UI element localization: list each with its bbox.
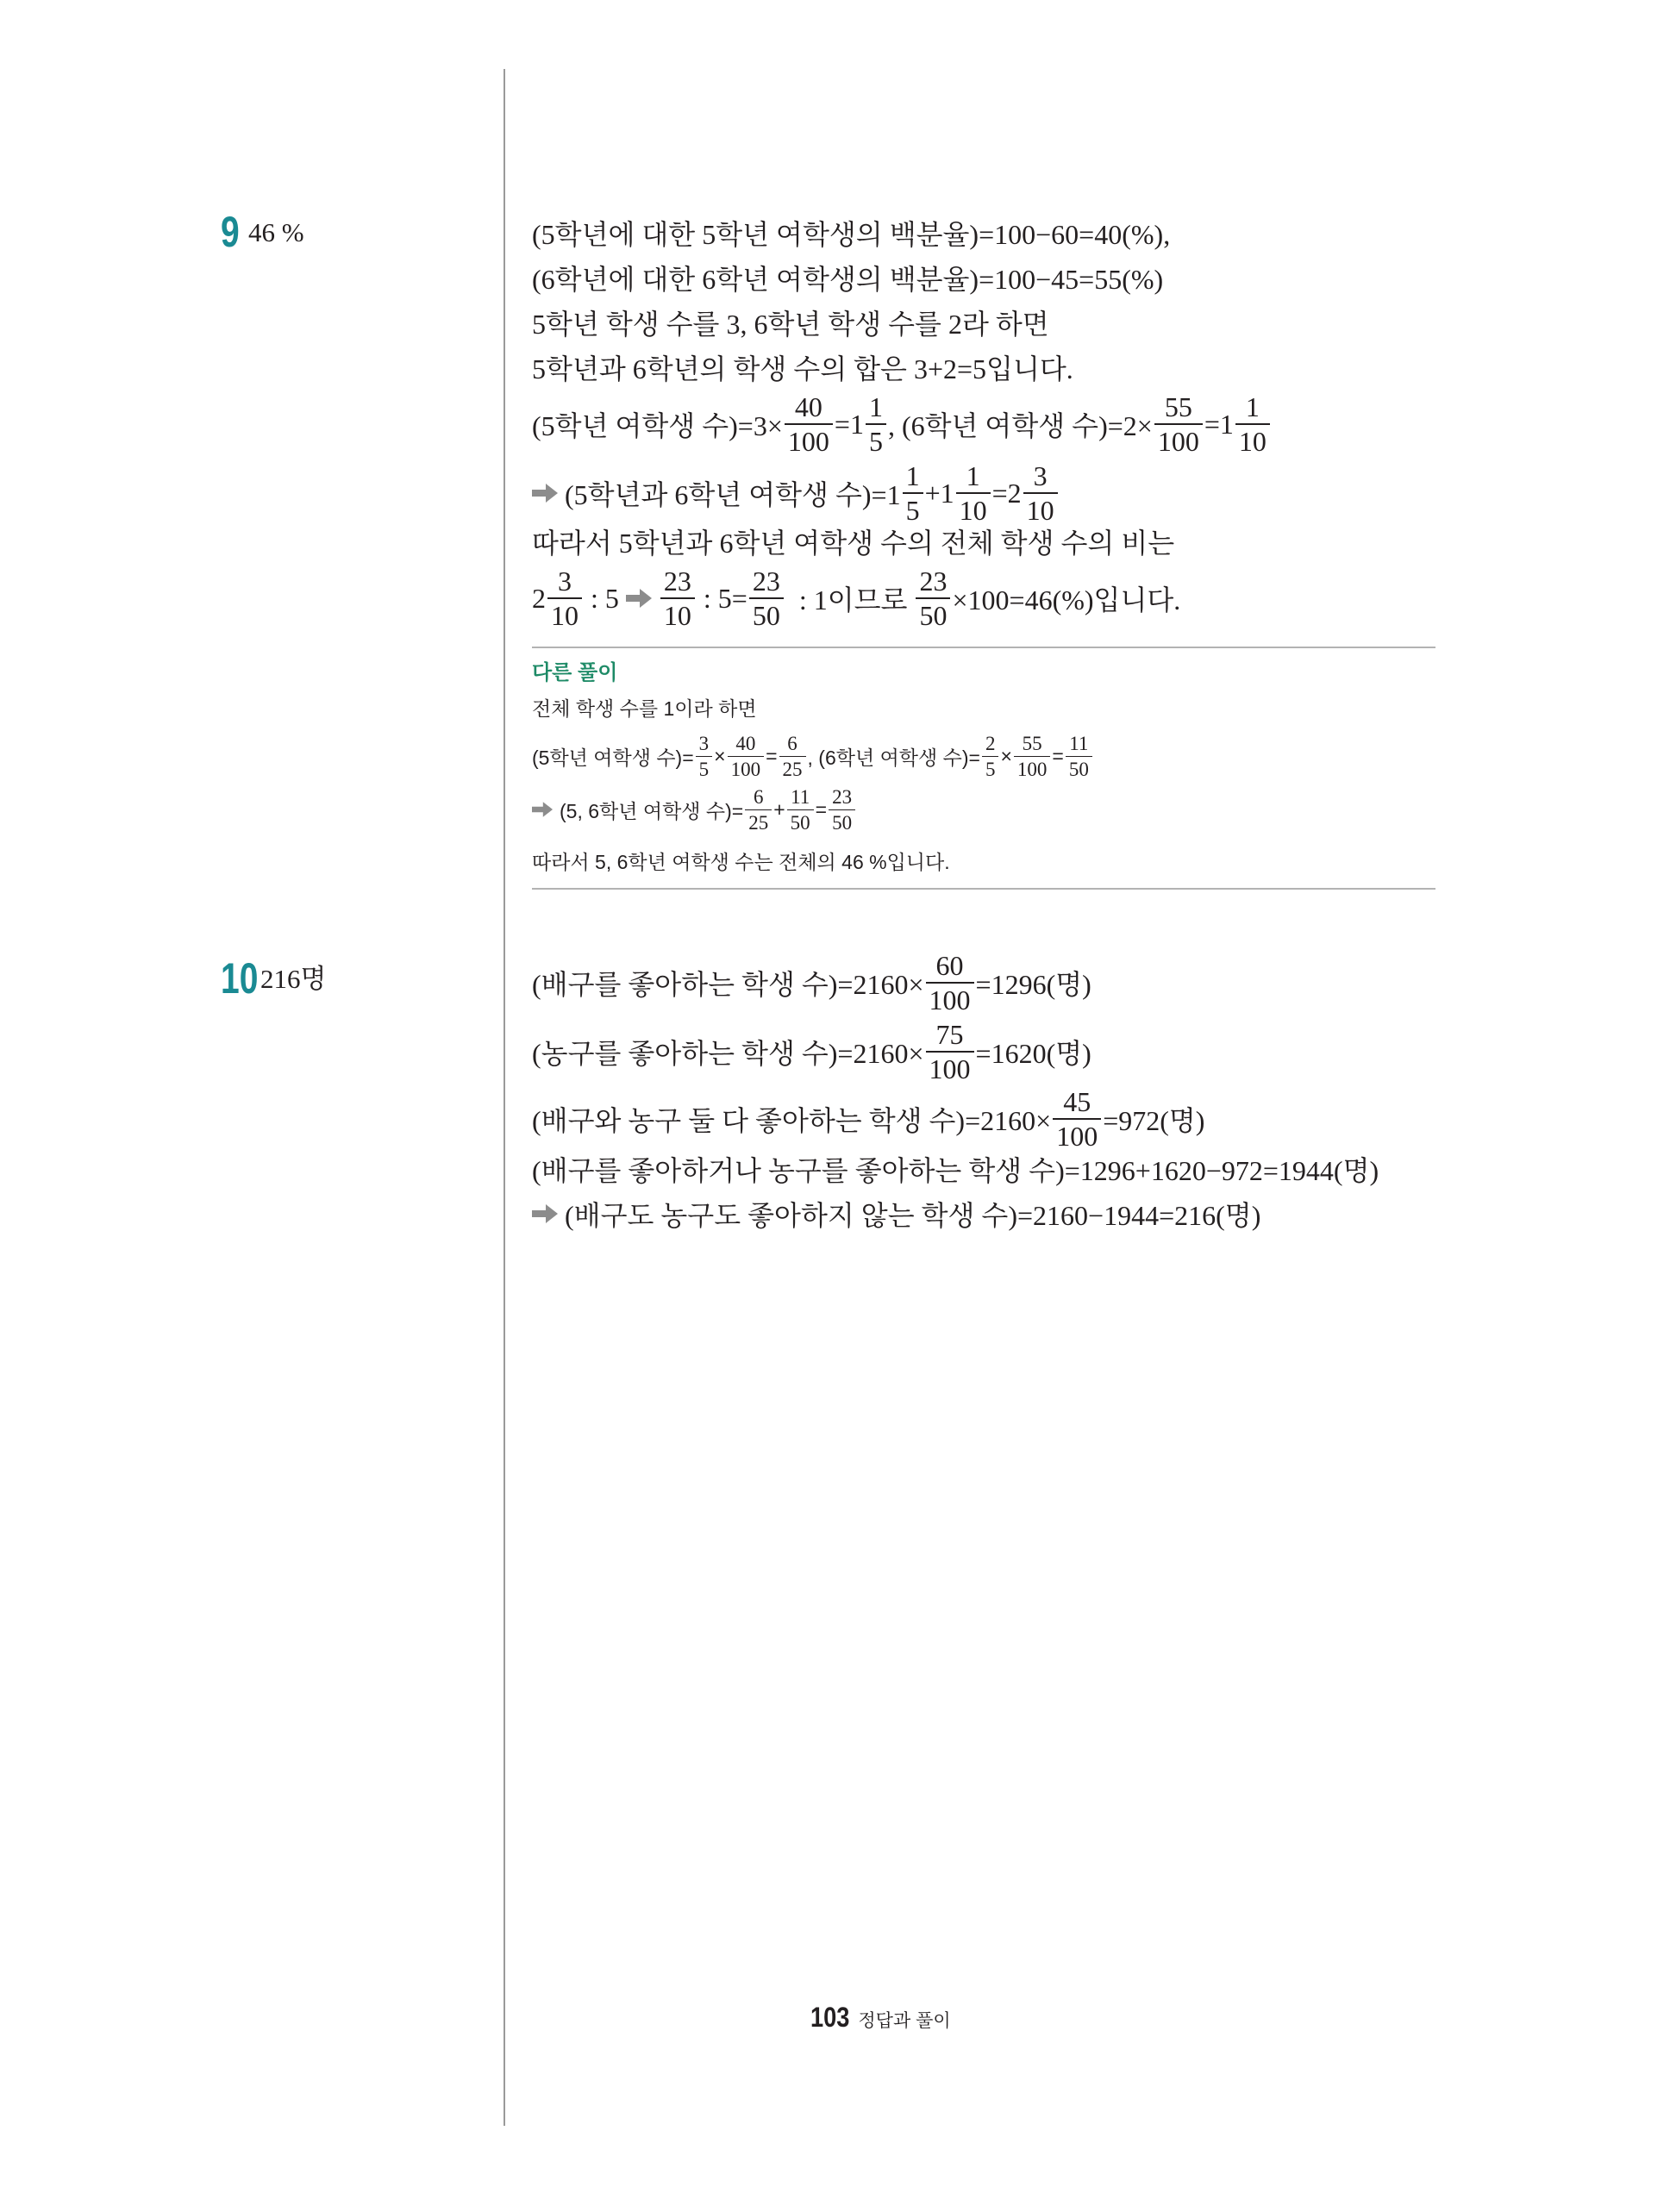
solution-line: (6학년에 대한 6학년 여학생의 백분율)=100−45=55(%) bbox=[532, 264, 1164, 295]
solution-line: 5학년 학생 수를 3, 6학년 학생 수를 2라 하면 bbox=[532, 309, 1049, 340]
fraction: $\frac{40}{100}$ bbox=[785, 393, 833, 455]
fraction: 1 5 bbox=[866, 393, 886, 455]
question-10-answer: 216명 bbox=[260, 964, 327, 994]
solution-line-fractions: 2 3 10 : 5 23 10 : 5= $\frac{23}{50}$ : 1이므로 $\frac{23}{50}$ ×100=46(%)입니다. bbox=[532, 565, 1181, 631]
question-10-number: 10 bbox=[221, 954, 259, 1003]
fraction: $\frac{60}{100}$ bbox=[926, 952, 974, 1014]
fraction: $\frac{6}{25}$ bbox=[779, 734, 806, 779]
solution-line-fractions: (농구를 좋아하는 학생 수)=2160× $\frac{75}{100}$ =1620(명) bbox=[532, 1019, 1091, 1084]
fraction: $\frac{23}{50}$ bbox=[916, 567, 950, 629]
solution-line-fractions: (배구와 농구 둘 다 좋아하는 학생 수)=2160× $\frac{45}{100}$ =972(명) bbox=[532, 1086, 1205, 1152]
right-arrow-icon bbox=[532, 1204, 558, 1223]
fraction: $\frac{55}{100}$ bbox=[1154, 393, 1203, 455]
alt-line-fractions: (5학년 여학생 수)= $\frac{3}{5}$ × $\frac{40}{100}$ = $\frac{6}{25}$ , (6학년 여학생 수)= $\frac{2}{5}$ × $\frac{55}{100}$ = $\frac{11}{50}$ bbox=[532, 729, 1094, 783]
alt-line: 따라서 5, 6학년 여학생 수는 전체의 46 %입니다. bbox=[532, 850, 950, 873]
alt-line: 전체 학생 수를 1이라 하면 bbox=[532, 697, 757, 720]
right-arrow-icon bbox=[532, 802, 553, 817]
question-9-answer: 46 % bbox=[248, 217, 304, 247]
fraction: 23 10 bbox=[660, 567, 695, 629]
fraction: $\frac{11}{50}$ bbox=[787, 787, 814, 833]
fraction: 3 10 bbox=[1023, 462, 1058, 524]
fraction: $\frac{75}{100}$ bbox=[926, 1021, 974, 1083]
alt-solution-top-rule bbox=[532, 647, 1435, 648]
solution-line: (배구도 농구도 좋아하지 않는 학생 수)=2160−1944=216(명) bbox=[532, 1188, 1260, 1240]
fraction: $\frac{23}{50}$ bbox=[749, 567, 784, 629]
solution-line-fractions: (5학년과 6학년 여학생 수)=1 1 5 +1 $\frac{1}{10}$ =2 3 10 bbox=[532, 459, 1060, 528]
fraction: $\frac{1}{10}$ bbox=[956, 462, 991, 524]
page-footer bbox=[810, 2002, 951, 2034]
fraction: $\frac{40}{100}$ bbox=[728, 734, 765, 779]
fraction: 1 10 bbox=[1235, 393, 1270, 455]
footer-label: 정답과 풀이 bbox=[858, 2011, 951, 2031]
solution-line-fractions: (5학년 여학생 수)=3× $\frac{40}{100}$ =1 1 5 , (6학년 여학생 수)=2× $\frac{55}{100}$ =1 1 10 bbox=[532, 390, 1272, 459]
solution-line-fractions: (배구를 좋아하는 학생 수)=2160× $\frac{60}{100}$ =1296(명) bbox=[532, 950, 1091, 1015]
fraction: $\frac{23}{50}$ bbox=[829, 787, 855, 833]
fraction: $\frac{2}{5}$ bbox=[982, 734, 999, 779]
column-divider bbox=[504, 69, 505, 2126]
alt-solution-title: 다른 풀이 bbox=[532, 661, 618, 684]
alt-line-fractions: (5, 6학년 여학생 수)= $\frac{6}{25}$ + $\frac{11}{50}$ = $\frac{23}{50}$ bbox=[532, 783, 857, 836]
fraction: $\frac{55}{100}$ bbox=[1014, 734, 1051, 779]
solution-line: (배구를 좋아하거나 농구를 좋아하는 학생 수)=1296+1620−972=1944(명) bbox=[532, 1155, 1379, 1186]
solution-line: 따라서 5학년과 6학년 여학생 수의 전체 학생 수의 비는 bbox=[532, 528, 1175, 559]
fraction: $\frac{11}{50}$ bbox=[1066, 734, 1092, 779]
right-arrow-icon bbox=[532, 484, 558, 503]
fraction: 3 10 bbox=[547, 567, 582, 629]
solution-line: 5학년과 6학년의 학생 수의 합은 3+2=5입니다. bbox=[532, 353, 1073, 384]
fraction: 1 5 bbox=[903, 462, 923, 524]
solution-line: (5학년에 대한 5학년 여학생의 백분율)=100−60=40(%), bbox=[532, 219, 1171, 250]
question-9-number: 9 bbox=[221, 208, 240, 256]
alt-solution-bottom-rule bbox=[532, 888, 1435, 890]
fraction: $\frac{45}{100}$ bbox=[1053, 1088, 1101, 1150]
fraction: $\frac{3}{5}$ bbox=[696, 734, 713, 779]
page-number: 103 bbox=[810, 2002, 850, 2033]
right-arrow-icon bbox=[626, 589, 652, 608]
fraction: $\frac{6}{25}$ bbox=[745, 787, 772, 833]
